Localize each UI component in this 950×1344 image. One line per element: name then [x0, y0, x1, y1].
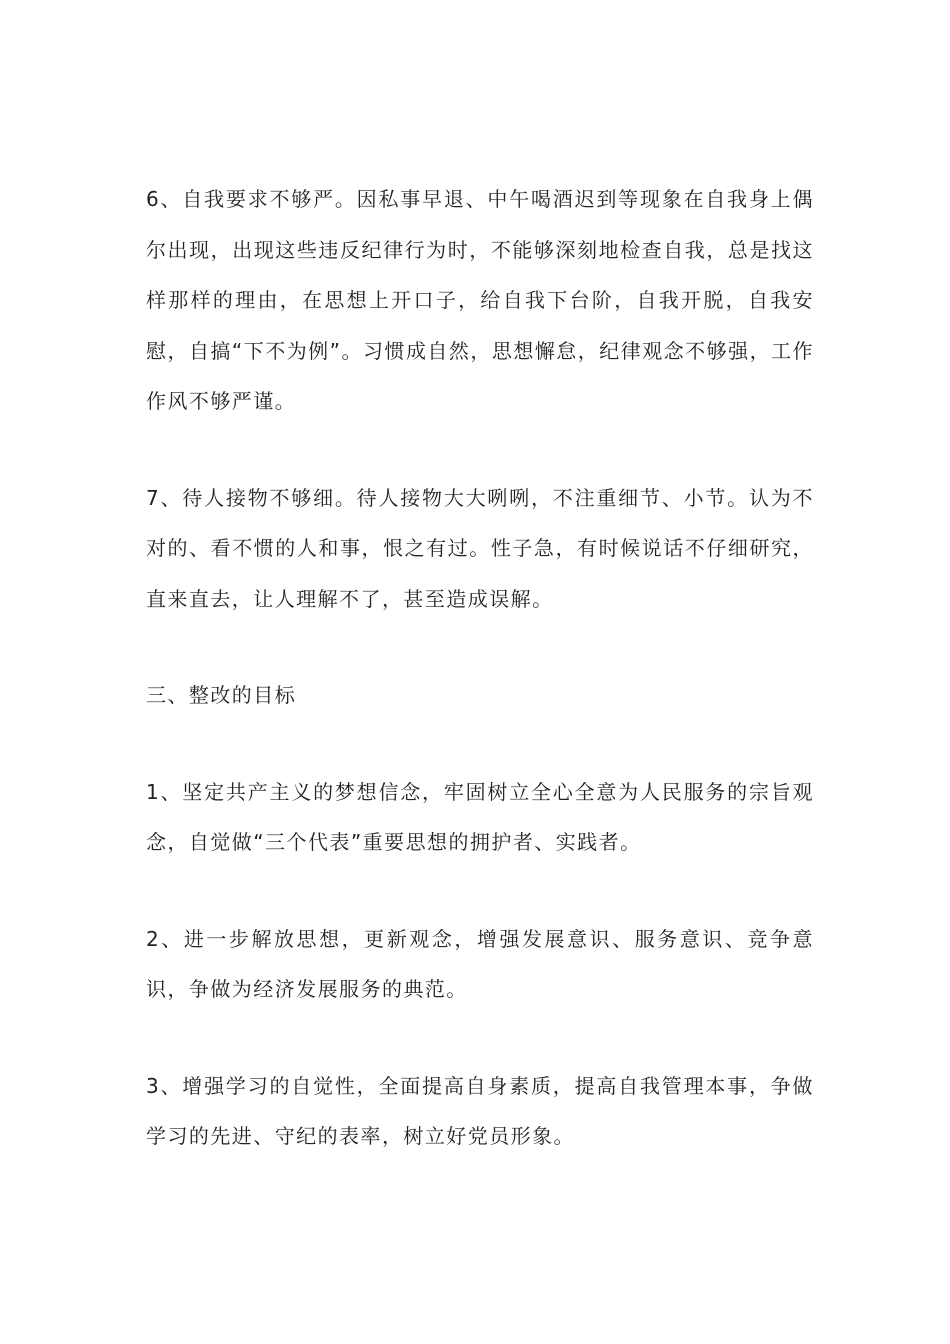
paragraph-item-6: 6、自我要求不够严。因私事早退、中午喝酒迟到等现象在自我身上偶尔出现，出现这些违反纪律行为时，不能够深刻地检查自我，总是找这样那样的理由，在思想上开口子，给自我下台阶，自我开脱，自我安慰，自搞“下不为例”。习惯成自然，思想懈怠，纪律观念不够强，工作作风不够严谨。 [146, 187, 814, 413]
paragraph-item-7: 7、待人接物不够细。待人接物大大咧咧，不注重细节、小节。认为不对的、看不惯的人和事，恨之有过。性子急，有时候说话不仔细研究，直来直去，让人理解不了，甚至造成误解。 [146, 485, 814, 611]
paragraph-goal-1: 1、坚定共产主义的梦想信念，牢固树立全心全意为人民服务的宗旨观念，自觉做“三个代表”重要思想的拥护者、实践者。 [146, 779, 814, 854]
paragraph-goal-2: 2、进一步解放思想，更新观念，增强发展意识、服务意识、竞争意识，争做为经济发展服务的典范。 [146, 926, 814, 1001]
section-heading-goals: 三、整改的目标 [146, 683, 297, 707]
paragraph-goal-3: 3、增强学习的自觉性，全面提高自身素质，提高自我管理本事，争做学习的先进、守纪的表率，树立好党员形象。 [146, 1073, 814, 1148]
document-body [146, 174, 814, 1162]
